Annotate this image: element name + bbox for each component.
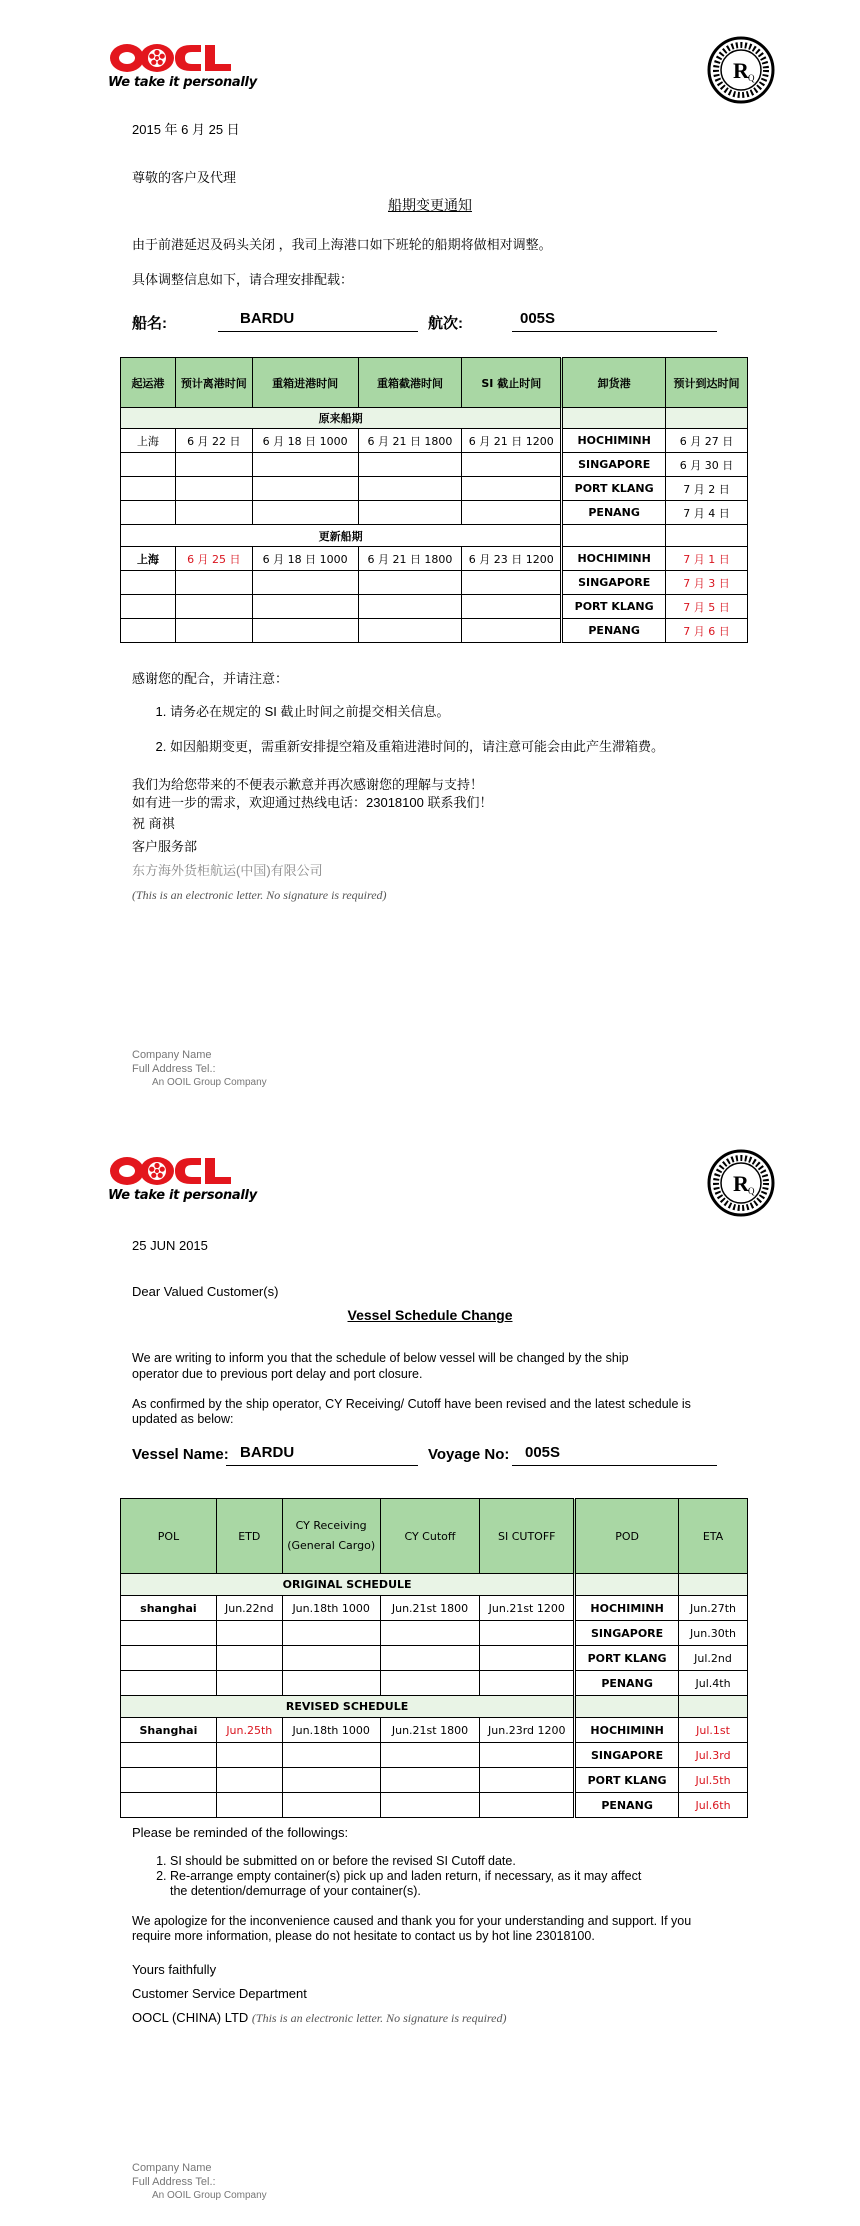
cn-col-si-cutoff: SI 截止时间 [462, 358, 562, 408]
table-row [121, 453, 748, 477]
cn-rev-cy-receiving: 6 月 18 日 1000 [252, 547, 358, 571]
cn-orig-pod: PORT KLANG [562, 477, 666, 501]
cn-orig-pod: SINGAPORE [562, 453, 666, 477]
cn-no-signature: (This is an electronic letter. No signature is required) [132, 888, 387, 902]
table-row [121, 1646, 748, 1671]
cn-revised-label: 更新船期 [121, 525, 562, 547]
en-para2-line1: As confirmed by the ship operator, CY Receiving/ Cutoff have been revised and the latest schedule is [132, 1397, 691, 1411]
cn-orig-cy-cutoff: 6 月 21 日 1800 [358, 429, 462, 453]
cn-dept: 客户服务部 [132, 839, 198, 854]
en-rev-pod: PENANG [575, 1793, 679, 1818]
cn-col-cy-cutoff: 重箱截港时间 [358, 358, 462, 408]
en-note-2 [170, 1869, 641, 1899]
en-col-cy-cutoff: CY Cutoff [380, 1499, 480, 1574]
svg-text:R: R [733, 1171, 749, 1196]
table-row [121, 547, 748, 571]
en-revised-label: REVISED SCHEDULE [121, 1696, 575, 1718]
en-orig-eta: Jul.4th [679, 1671, 748, 1696]
en-orig-eta: Jul.2nd [679, 1646, 748, 1671]
en-greeting: Dear Valued Customer(s) [132, 1284, 279, 1299]
cn-orig-pol: 上海 [121, 429, 176, 453]
en-orig-pod: PENANG [575, 1671, 679, 1696]
en-voyage-label: Voyage No: [428, 1446, 510, 1463]
en-notes-list [132, 1854, 641, 1899]
table-row [121, 1768, 748, 1793]
cn-orig-eta: 6 月 27 日 [666, 429, 748, 453]
cn-apology-1: 我们为给您带来的不便表示歉意并再次感谢您的理解与支持！ [132, 777, 484, 792]
footer-company-name: Company Name [132, 1049, 212, 1061]
cn-orig-etd: 6 月 22 日 [175, 429, 252, 453]
en-company: OOCL (CHINA) LTD [132, 2010, 249, 2025]
cn-note-2: 2. 如因船期变更，需重新安排提空箱及重箱进港时间的，请注意可能会由此产生滞箱费。 [170, 738, 664, 755]
en-apology-line1: We apologize for the inconvenience caused and thank you for your understanding and support. If you [132, 1914, 692, 1928]
en-rev-eta: Jul.1st [679, 1718, 748, 1743]
table-row [121, 429, 748, 453]
cn-rev-eta: 7 月 1 日 [666, 547, 748, 571]
en-col-eta: ETA [679, 1499, 748, 1574]
table-row [121, 1793, 748, 1818]
en-col-etd: ETD [216, 1499, 282, 1574]
en-orig-pod: SINGAPORE [575, 1621, 679, 1646]
footer-group: An OOIL Group Company [152, 1077, 267, 1088]
en-title: Vessel Schedule Change [347, 1307, 513, 1323]
en-schedule-table [120, 1498, 748, 1818]
en-col-pol: POL [121, 1499, 217, 1574]
en-rev-pod: SINGAPORE [575, 1743, 679, 1768]
footer-address: Full Address Tel.: [132, 1063, 216, 1075]
cn-original-label-row [121, 408, 748, 429]
en-rev-eta: Jul.5th [679, 1768, 748, 1793]
page-english [0, 1113, 860, 2226]
cn-col-cy-receiving: 重箱进港时间 [252, 358, 358, 408]
cn-original-label: 原来船期 [121, 408, 562, 429]
en-header-row [121, 1499, 748, 1574]
cn-rev-pod: HOCHIMINH [562, 547, 666, 571]
footer-company-name: Company Name [132, 2162, 212, 2174]
cn-rev-eta: 7 月 6 日 [666, 619, 748, 643]
cn-voyage-value: 005S [520, 310, 556, 327]
svg-text:R: R [733, 58, 749, 83]
cn-thanks: 感谢您的配合，并请注意： [132, 671, 289, 686]
cn-para2: 具体调整信息如下，请合理安排配载： [132, 272, 354, 287]
en-vessel-underline [226, 1445, 418, 1466]
en-rev-eta: Jul.3rd [679, 1743, 748, 1768]
cn-rev-pod: SINGAPORE [562, 571, 666, 595]
cn-revised-label-row [121, 525, 748, 547]
cn-vessel-label: 船名: [132, 315, 167, 332]
cn-schedule-table [120, 357, 748, 643]
table-row [121, 619, 748, 643]
cn-rev-pod: PORT KLANG [562, 595, 666, 619]
table-row [121, 1621, 748, 1646]
en-rev-pol: Shanghai [121, 1718, 217, 1743]
en-orig-cy-receiving: Jun.18th 1000 [282, 1596, 380, 1621]
cn-orig-pod: HOCHIMINH [562, 429, 666, 453]
cn-orig-cy-receiving: 6 月 18 日 1000 [252, 429, 358, 453]
en-orig-pod: HOCHIMINH [575, 1596, 679, 1621]
en-remind: Please be reminded of the followings: [132, 1825, 349, 1840]
en-orig-etd: Jun.22nd [216, 1596, 282, 1621]
en-rev-eta: Jul.6th [679, 1793, 748, 1818]
en-original-label: ORIGINAL SCHEDULE [121, 1574, 575, 1596]
footer-address: Full Address Tel.: [132, 2176, 216, 2188]
cn-orig-si-cutoff: 6 月 21 日 1200 [462, 429, 562, 453]
en-col-pod: POD [575, 1499, 679, 1574]
en-orig-cy-cutoff: Jun.21st 1800 [380, 1596, 480, 1621]
en-note-2-line1: Re-arrange empty container(s) pick up and laden return, if necessary, as it may affect [170, 1869, 642, 1883]
en-vessel-value: BARDU [240, 1444, 295, 1461]
table-row [121, 1743, 748, 1768]
cn-regards: 祝 商祺 [132, 816, 175, 831]
cn-title: 船期变更通知 [388, 197, 472, 213]
cn-apology-2: 如有进一步的需求，欢迎通过热线电话：23018100 联系我们！ [132, 795, 493, 810]
en-voyage-value: 005S [525, 1444, 561, 1461]
en-rev-cy-cutoff: Jun.21st 1800 [380, 1718, 480, 1743]
en-orig-eta: Jun.30th [679, 1621, 748, 1646]
en-rev-si-cutoff: Jun.23rd 1200 [480, 1718, 575, 1743]
cn-rev-pol: 上海 [121, 547, 176, 571]
cn-rev-cy-cutoff: 6 月 21 日 1800 [358, 547, 462, 571]
quality-seal-icon [706, 35, 776, 105]
svg-text:Q: Q [748, 1186, 755, 1196]
table-row [121, 501, 748, 525]
cn-notes-list [132, 703, 664, 755]
cn-rev-eta: 7 月 3 日 [666, 571, 748, 595]
cn-col-pod: 卸货港 [562, 358, 666, 408]
cn-date: 2015 年 6 月 25 日 [132, 122, 240, 137]
cn-header-row [121, 358, 748, 408]
quality-seal-icon [706, 1148, 776, 1218]
cn-vessel-underline [218, 311, 418, 332]
en-rev-pod: HOCHIMINH [575, 1718, 679, 1743]
cn-company: 东方海外货柜航运(中国)有限公司 [132, 863, 323, 878]
cn-vessel-value: BARDU [240, 310, 295, 327]
cn-orig-eta: 6 月 30 日 [666, 453, 748, 477]
table-row [121, 1596, 748, 1621]
cn-note-1: 1. 请务必在规定的 SI 截止时间之前提交相关信息。 [170, 703, 664, 720]
en-note-1: 1. SI should be submitted on or before the revised SI Cutoff date. [170, 1854, 641, 1869]
en-signature-line [132, 2009, 506, 2027]
en-rev-pod: PORT KLANG [575, 1768, 679, 1793]
cn-col-etd: 预计离港时间 [175, 358, 252, 408]
en-original-label-row [121, 1574, 748, 1596]
footer-group: An OOIL Group Company [152, 2190, 267, 2201]
table-row [121, 1671, 748, 1696]
cn-voyage-underline [512, 311, 717, 332]
en-no-signature: (This is an electronic letter. No signature is required) [251, 2011, 507, 2025]
en-vessel-label: Vessel Name: [132, 1446, 229, 1463]
en-rev-cy-receiving: Jun.18th 1000 [282, 1718, 380, 1743]
cn-col-eta: 预计到达时间 [666, 358, 748, 408]
en-orig-pod: PORT KLANG [575, 1646, 679, 1671]
en-apology-line2: require more information, please do not hesitate to contact us by hot line 23018100. [132, 1929, 595, 1943]
en-closing: Yours faithfully [132, 1962, 217, 1977]
en-para1-line2: operator due to previous port delay and port closure. [132, 1367, 423, 1381]
cn-col-pol: 起运港 [121, 358, 176, 408]
cn-voyage-label: 航次: [428, 315, 463, 332]
table-row [121, 595, 748, 619]
en-orig-pol: shanghai [121, 1596, 217, 1621]
en-rev-etd: Jun.25th [216, 1718, 282, 1743]
en-col-cy-receiving: CY Receiving (General Cargo) [282, 1499, 380, 1574]
cn-rev-si-cutoff: 6 月 23 日 1200 [462, 547, 562, 571]
en-voyage-underline [512, 1445, 717, 1466]
en-revised-label-row [121, 1696, 748, 1718]
en-orig-eta: Jun.27th [679, 1596, 748, 1621]
svg-text:Q: Q [748, 73, 755, 83]
cn-greeting: 尊敬的客户及代理 [132, 170, 237, 185]
slogan: We take it personally [108, 75, 257, 90]
en-dept: Customer Service Department [132, 1986, 307, 2001]
cn-rev-eta: 7 月 5 日 [666, 595, 748, 619]
en-col-si-cutoff: SI CUTOFF [480, 1499, 575, 1574]
table-row [121, 1718, 748, 1743]
cn-orig-pod: PENANG [562, 501, 666, 525]
cn-para1: 由于前港延迟及码头关闭 ，我司上海港口如下班轮的船期将做相对调整。 [132, 237, 552, 252]
en-note-2-line2: the detention/demurrage of your container(s). [170, 1884, 421, 1898]
table-row [121, 571, 748, 595]
en-para1-line1: We are writing to inform you that the schedule of below vessel will be changed by the ship [132, 1351, 629, 1365]
cn-rev-pod: PENANG [562, 619, 666, 643]
slogan: We take it personally [108, 1188, 257, 1203]
table-row [121, 477, 748, 501]
cn-orig-eta: 7 月 4 日 [666, 501, 748, 525]
en-orig-si-cutoff: Jun.21st 1200 [480, 1596, 575, 1621]
en-para2-line2: updated as below: [132, 1412, 234, 1426]
cn-orig-eta: 7 月 2 日 [666, 477, 748, 501]
en-date: 25 JUN 2015 [132, 1238, 208, 1253]
cn-rev-etd: 6 月 25 日 [175, 547, 252, 571]
